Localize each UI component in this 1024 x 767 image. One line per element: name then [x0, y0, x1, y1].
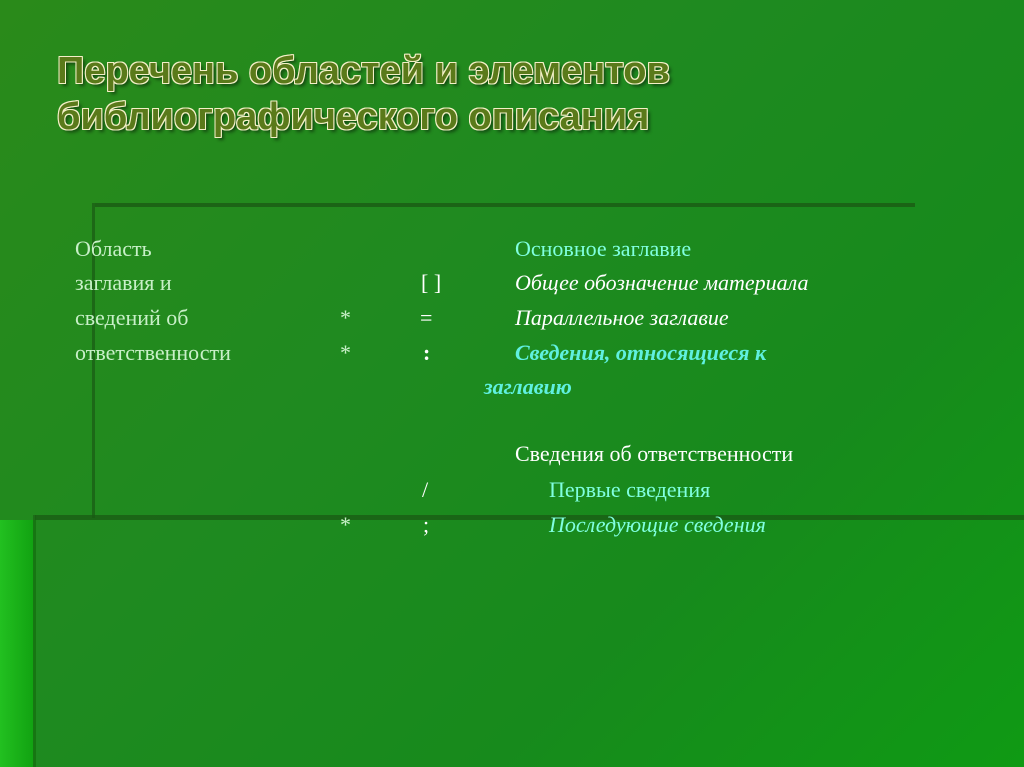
symbol-colon: : [423, 340, 431, 365]
area-label-4: ответственности [75, 340, 231, 365]
decor-line-vertical-outer [33, 515, 36, 767]
decor-line-bottom [35, 515, 1024, 520]
left-accent-panel [0, 520, 36, 767]
symbol-brackets: [ ] [421, 270, 442, 295]
star-mark-1: * [340, 305, 351, 330]
area-label-2: заглавия и [75, 270, 172, 295]
symbol-equals: = [420, 305, 433, 330]
element-parallel-title: Параллельное заглавие [515, 305, 729, 330]
area-label-3: сведений об [75, 305, 189, 330]
area-label-1: Область [75, 236, 152, 261]
title-line-2: библиографического описания [57, 96, 650, 138]
star-mark-2: * [340, 340, 351, 365]
symbol-semicolon: ; [423, 512, 430, 537]
symbol-slash: / [422, 477, 429, 502]
element-responsibility: Сведения об ответственности [515, 441, 794, 466]
title-line-1: Перечень областей и элементов [57, 50, 670, 92]
element-title-info-line-1: Сведения, относящиеся к [515, 340, 767, 365]
element-subsequent-info: Последующие сведения [549, 512, 766, 537]
element-general-designation: Общее обозначение материала [515, 270, 809, 295]
decor-line-top [95, 203, 915, 207]
element-main-title: Основное заглавие [515, 236, 692, 261]
slide-title [57, 48, 957, 140]
element-first-info: Первые сведения [549, 477, 711, 502]
star-mark-3: * [340, 512, 351, 537]
element-title-info-line-2: заглавию [484, 374, 572, 399]
